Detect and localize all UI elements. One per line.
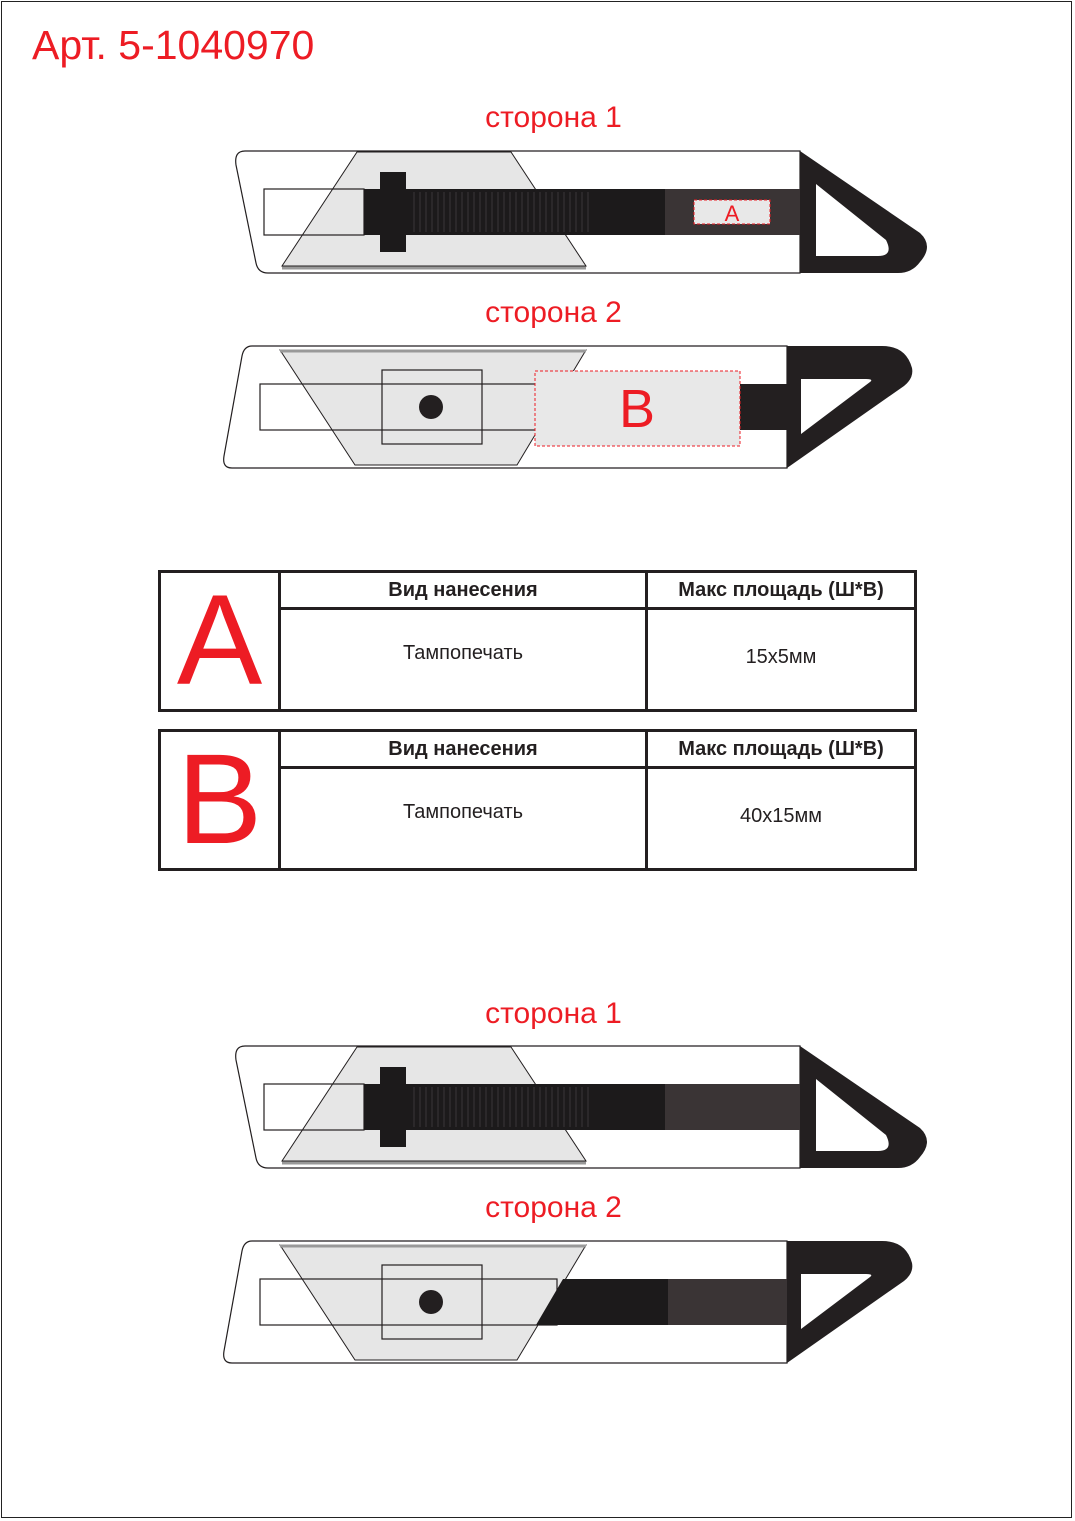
size-value: 15x5мм xyxy=(745,646,817,668)
side-1-label: сторона 1 xyxy=(485,101,622,134)
method-header: Вид нанесения xyxy=(281,732,645,769)
method-header: Вид нанесения xyxy=(281,573,645,610)
article-number: Арт. 5-1040970 xyxy=(32,22,315,68)
method-column xyxy=(281,573,648,709)
knife-side-2-illustration xyxy=(0,340,1075,475)
side-2-label-lower: сторона 2 xyxy=(485,1191,622,1224)
spec-letter-a: A xyxy=(161,573,281,709)
size-value: 40x15мм xyxy=(740,805,822,827)
method-column xyxy=(281,732,648,868)
size-header: Макс площадь (Ш*В) xyxy=(648,732,914,769)
size-column xyxy=(648,573,914,709)
knife-side-1-illustration xyxy=(0,140,1075,285)
side-1-label-lower: сторона 1 xyxy=(485,997,622,1030)
knife-side-1-plain-illustration xyxy=(0,1036,1075,1181)
print-area-a-label: A xyxy=(724,201,740,226)
print-area-b-label: B xyxy=(618,379,656,439)
spec-table-b xyxy=(158,729,917,871)
spec-table-a xyxy=(158,570,917,712)
method-value: Тампопечать xyxy=(402,642,524,664)
size-header: Макс площадь (Ш*В) xyxy=(648,573,914,610)
spec-letter-b: B xyxy=(161,732,281,868)
side-2-label: сторона 2 xyxy=(485,296,622,329)
size-column xyxy=(648,732,914,868)
method-value: Тампопечать xyxy=(402,801,524,823)
knife-side-2-plain-illustration xyxy=(0,1235,1075,1370)
